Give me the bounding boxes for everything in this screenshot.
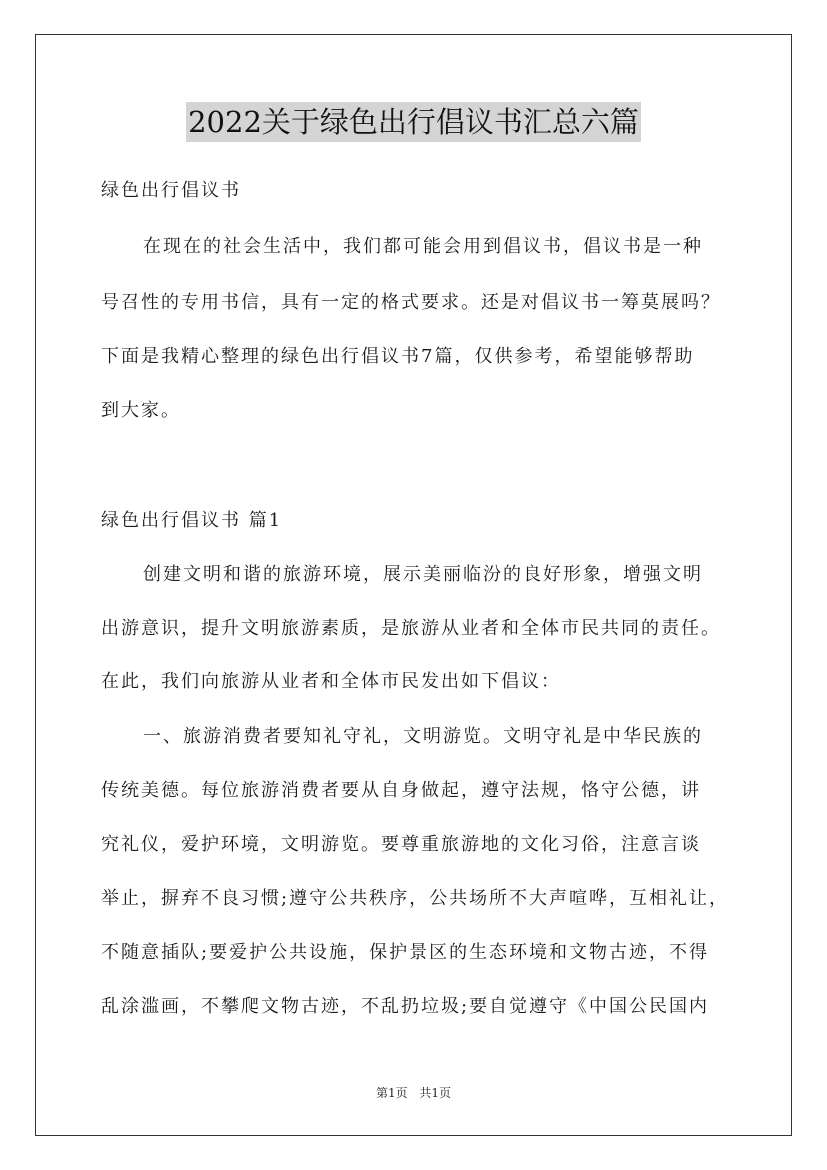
paragraph-line: 究礼仪，爱护环境，文明游览。要尊重旅游地的文化习俗，注意言谈	[101, 834, 701, 855]
page-number-current: 第1页	[375, 1086, 408, 1100]
paragraph-line: 到大家。	[101, 400, 181, 421]
section-heading: 绿色出行倡议书 篇1	[101, 510, 283, 531]
page-footer	[0, 1084, 827, 1101]
paragraph-line: 传统美德。每位旅游消费者要从自身做起，遵守法规，恪守公德，讲	[101, 780, 701, 801]
title-container	[0, 102, 827, 142]
paragraph-line: 创建文明和谐的旅游环境，展示美丽临汾的良好形象，增强文明	[143, 564, 703, 585]
paragraph-line: 下面是我精心整理的绿色出行倡议书7篇，仅供参考，希望能够帮助	[101, 346, 695, 367]
paragraph-line: 乱涂滥画，不攀爬文物古迹，不乱扔垃圾;要自觉遵守《中国公民国内	[101, 996, 710, 1017]
paragraph-line: 举止，摒弃不良习惯;遵守公共秩序，公共场所不大声喧哗，互相礼让，	[101, 888, 730, 909]
paragraph-line: 出游意识，提升文明旅游素质，是旅游从业者和全体市民共同的责任。	[101, 618, 721, 639]
paragraph-line: 在现在的社会生活中，我们都可能会用到倡议书，倡议书是一种	[143, 236, 703, 257]
paragraph-line: 不随意插队;要爱护公共设施，保护景区的生态环境和文物古迹，不得	[101, 942, 710, 963]
paragraph-line: 在此，我们向旅游从业者和全体市民发出如下倡议：	[101, 671, 561, 692]
paragraph-line: 号召性的专用书信，具有一定的格式要求。还是对倡议书一筹莫展吗？	[101, 292, 721, 313]
page-number-total: 共1页	[419, 1086, 452, 1100]
heading-green-travel: 绿色出行倡议书	[101, 180, 241, 201]
paragraph-line: 一、旅游消费者要知礼守礼，文明游览。文明守礼是中华民族的	[143, 726, 703, 747]
document-title: 2022关于绿色出行倡议书汇总六篇	[186, 102, 641, 142]
